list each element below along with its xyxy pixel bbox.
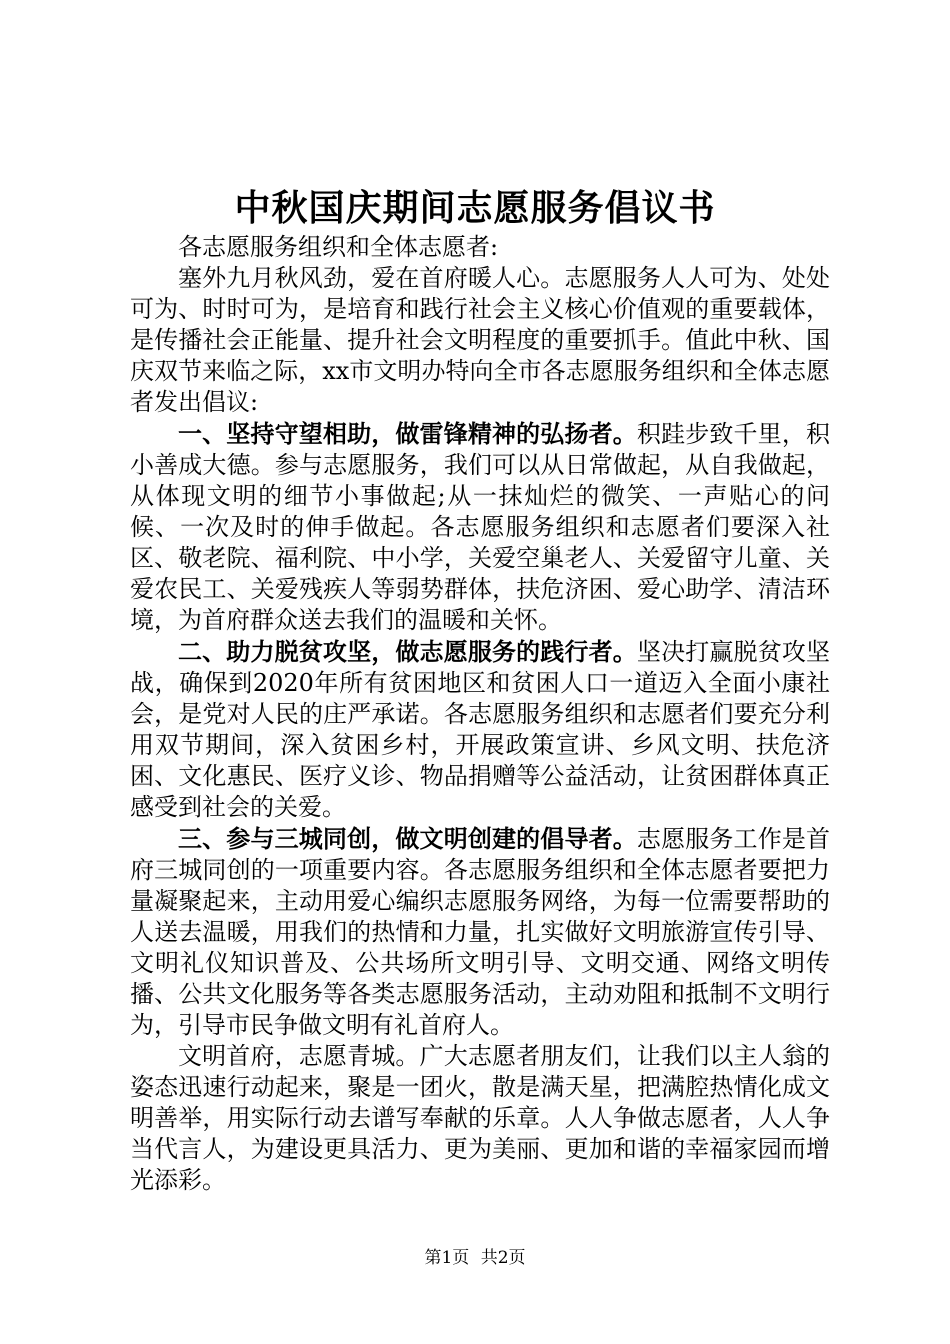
- section-heading-1: 一、坚持守望相助，做雷锋精神的弘扬者。: [178, 419, 637, 448]
- document-title: 中秋国庆期间志愿服务倡议书: [234, 187, 716, 229]
- section-text-1: 积跬步致千里，积小善成大德。参与志愿服务，我们可以从日常做起，从自我做起，从体现文明的细节小事做起;从一抹灿烂的微笑、一声贴心的问候、一次及时的伸手做起。各志愿服务组织和志愿者们要深入社区、敬老院、福利院、中小学，关爱空巢老人、关爱留守儿童、关爱农民工、关爱残疾人等弱势群体，扶危济困、爱心助学、清洁环境，为首府群众送去我们的温暖和关怀。: [130, 420, 830, 634]
- section-heading-3: 三、参与三城同创，做文明创建的倡导者。: [178, 824, 637, 853]
- section-paragraph-1: [130, 418, 830, 636]
- page-number-current: 第1页: [424, 1248, 470, 1268]
- document-body: [130, 232, 830, 1196]
- section-paragraph-3: [130, 823, 830, 1041]
- page-footer: [0, 1246, 950, 1270]
- section-heading-2: 二、助力脱贫攻坚，做志愿服务的践行者。: [178, 637, 637, 666]
- salutation: 各志愿服务组织和全体志愿者:: [178, 233, 499, 261]
- section-text-3: 志愿服务工作是首府三城同创的一项重要内容。各志愿服务组织和全体志愿者要把力量凝聚起来，主动用爱心编织志愿服务网络，为每一位需要帮助的人送去温暖，用我们的热情和力量，扎实做好文明旅游宣传引导、文明礼仪知识普及、公共场所文明引导、文明交通、网络文明传播、公共文化服务等各类志愿服务活动，主动劝阻和抵制不文明行为，引导市民争做文明有礼首府人。: [130, 825, 830, 1039]
- page-number-total: 共2页: [480, 1248, 526, 1268]
- section-paragraph-2: [130, 636, 830, 823]
- intro-paragraph: 塞外九月秋风劲，爱在首府暖人心。志愿服务人人可为、处处可为、时时可为，是培育和践行社会主义核心价值观的重要载体，是传播社会正能量、提升社会文明程度的重要抓手。值此中秋、国庆双节来临之际，xx市文明办特向全市各志愿服务组织和全体志愿者发出倡议:: [130, 264, 830, 416]
- section-text-2: 坚决打赢脱贫攻坚战，确保到2020年所有贫困地区和贫困人口一道迈入全面小康社会，是党对人民的庄严承诺。各志愿服务组织和志愿者们要充分利用双节期间，深入贫困乡村，开展政策宣讲、乡风文明、扶危济困、文化惠民、医疗义诊、物品捐赠等公益活动，让贫困群体真正感受到社会的关爱。: [130, 638, 830, 821]
- closing-paragraph: 文明首府，志愿青城。广大志愿者朋友们，让我们以主人翁的姿态迅速行动起来，聚是一团火，散是满天星，把满腔热情化成文明善举，用实际行动去谱写奉献的乐章。人人争做志愿者，人人争当代言人，为建设更具活力、更为美丽、更加和谐的幸福家园而增光添彩。: [130, 1042, 830, 1194]
